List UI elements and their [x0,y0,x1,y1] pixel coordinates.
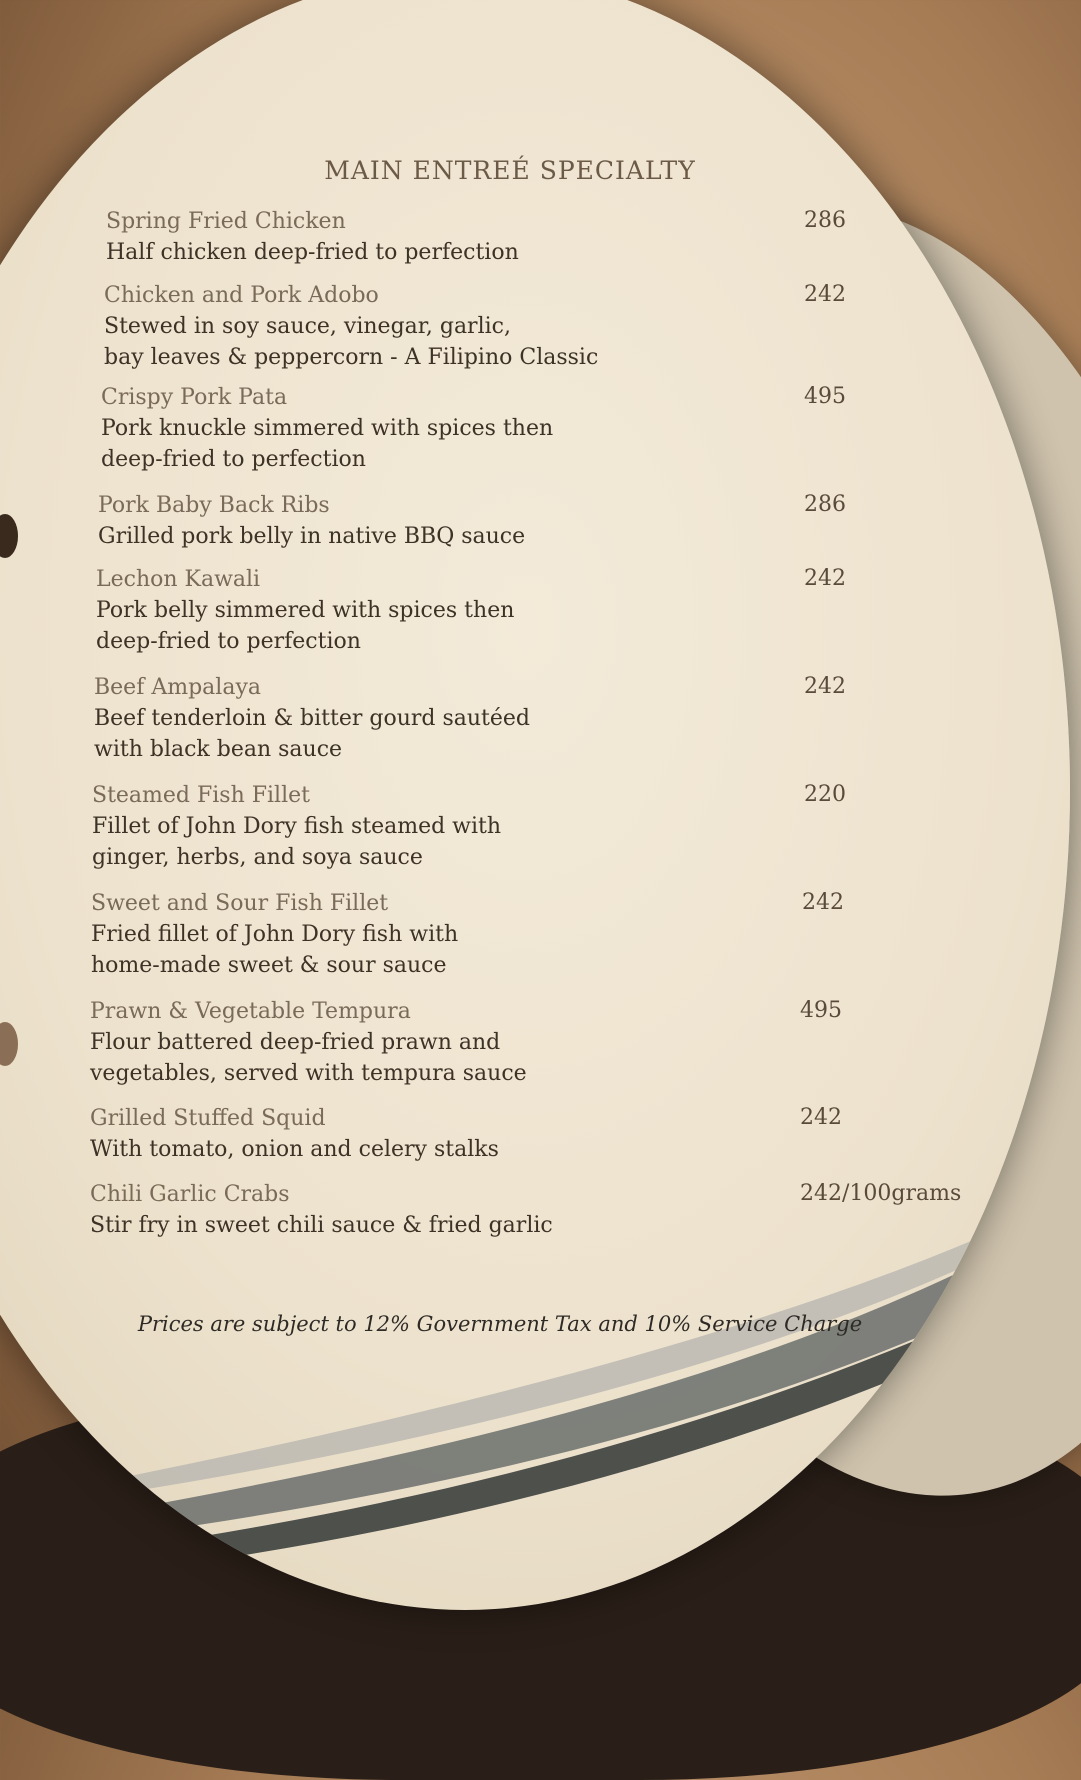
dish-price: 286 [804,208,846,233]
dish-description: Pork belly simmered with spices then [96,598,515,623]
dish-description: Stir fry in sweet chili sauce & fried garlic [90,1213,553,1238]
dish-description: Beef tenderloin & bitter gourd sautéed [94,706,531,731]
menu-item-text [92,780,1081,873]
dish-name: Spring Fried Chicken [106,209,346,234]
dish-price: 242 [804,282,846,307]
dish-price: 495 [800,998,842,1023]
dish-name: Steamed Fish Fillet [92,783,310,808]
dish-description: ginger, herbs, and soya sauce [92,845,423,870]
menu-item-text [94,672,1081,765]
menu-item-text [98,490,1081,552]
menu-item [0,888,1081,981]
price-disclaimer: Prices are subject to 12% Government Tax and 10% Service Charge [137,1312,863,1336]
dish-description: bay leaves & peppercorn - A Filipino Classic [104,345,599,370]
dish-description: vegetables, served with tempura sauce [90,1061,527,1086]
menu-item [0,206,1081,268]
menu-item [0,672,1081,765]
dish-name: Lechon Kawali [96,567,261,592]
menu-item-text [96,564,1081,657]
menu-item [0,1103,1081,1165]
dish-description: Stewed in soy sauce, vinegar, garlic, [104,314,511,339]
dish-description: Half chicken deep-fried to perfection [106,240,519,265]
menu-item [0,996,1081,1089]
dish-description: Fried fillet of John Dory fish with [91,922,459,947]
menu-item [0,382,1081,475]
dish-name: Chili Garlic Crabs [90,1182,290,1207]
dish-description: Pork knuckle simmered with spices then [101,416,554,441]
dish-price: 286 [804,492,846,517]
dish-price: 242 [804,566,846,591]
dish-description: home-made sweet & sour sauce [91,953,447,978]
dish-price: 242 [804,674,846,699]
menu-item-text [91,888,1081,981]
dish-name: Crispy Pork Pata [101,385,288,410]
dish-name: Beef Ampalaya [94,675,261,700]
dish-name: Sweet and Sour Fish Fillet [91,891,389,916]
dish-price: 242/100grams [800,1181,962,1206]
menu-item-text [106,206,1081,268]
dish-description: Grilled pork belly in native BBQ sauce [98,524,526,549]
dish-name: Prawn & Vegetable Tempura [90,999,411,1024]
dish-price: 242 [802,890,844,915]
dish-description: Fillet of John Dory fish steamed with [92,814,502,839]
dish-price: 495 [804,384,846,409]
menu-title: MAIN ENTREÉ SPECIALTY [324,156,696,185]
dish-description: with black bean sauce [94,737,343,762]
dish-description: deep-fried to perfection [96,629,361,654]
menu-item-text [90,1103,1081,1165]
dish-name: Pork Baby Back Ribs [98,493,330,518]
dish-description: deep-fried to perfection [101,447,366,472]
dish-price: 220 [804,782,846,807]
dish-description: Flour battered deep-fried prawn and [90,1030,501,1055]
dish-price: 242 [800,1105,842,1130]
menu-item-text [90,996,1081,1089]
menu-item [0,1179,1081,1241]
menu-item [0,564,1081,657]
menu-item [0,280,1081,373]
dish-name: Grilled Stuffed Squid [90,1106,326,1131]
dish-description: With tomato, onion and celery stalks [90,1137,499,1162]
menu-item [0,780,1081,873]
menu-item-text [101,382,1081,475]
menu-item-text [104,280,1081,373]
menu-item [0,490,1081,552]
dish-name: Chicken and Pork Adobo [104,283,379,308]
